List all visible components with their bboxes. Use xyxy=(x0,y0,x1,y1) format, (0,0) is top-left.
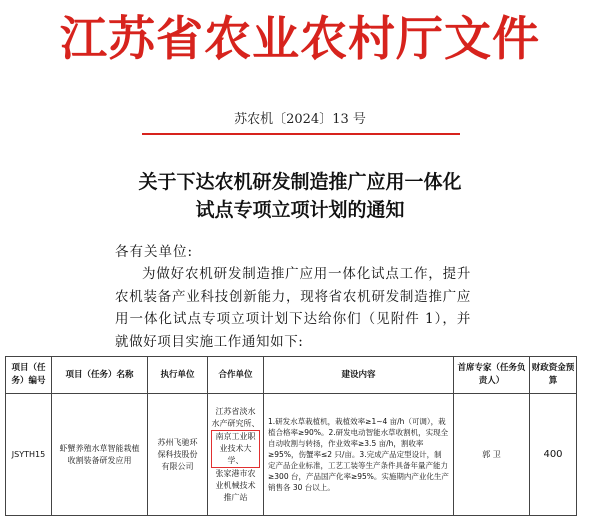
highlighted-partner-box xyxy=(211,430,260,468)
red-separator-line xyxy=(142,133,460,135)
cell-content: 1.研发水草栽植机，栽植效率≥1~4 亩/h（可调），栽植合格率≥90%。2.研发电动智能水草收割机，实现全自动收割与转扬，作业效率≥3.5 亩/h，割收率≥95%，伤蟹率≤2 只/亩。3.完成产品定型设计，制定产品企业标准，工艺工装等生产条件具备年量产能力≥300 台，产品国产化率≥95%。实施期内产业化生产销售各 30 台以上。 xyxy=(264,394,454,516)
header-partners: 合作单位 xyxy=(208,357,264,394)
header-budget: 财政资金预算 xyxy=(530,357,577,394)
partner-line: 业机械技术 xyxy=(215,480,256,490)
header-project-name: 项目（任务）名称 xyxy=(52,357,148,394)
table-header-row xyxy=(6,357,577,394)
partner-line: 张家港市农 xyxy=(215,468,256,478)
partner-line: 推广站 xyxy=(223,492,248,502)
masthead-title: 江苏省农业农村厅文件 xyxy=(60,12,540,67)
header-chief-expert: 首席专家（任务负责人） xyxy=(454,357,530,394)
partner-line: 江苏省淡水 xyxy=(215,406,256,416)
notice-title-line-1: 关于下达农机研发制造推广应用一体化 xyxy=(138,171,462,193)
partner-line: 水产研究所、 xyxy=(211,418,260,428)
header-content: 建设内容 xyxy=(264,357,454,394)
document-number: 苏农机〔2024〕13 号 xyxy=(234,112,366,127)
partner-line-highlighted: 南京工业职 xyxy=(215,431,256,441)
cell-chief-expert: 郭 卫 xyxy=(454,394,530,516)
table-row xyxy=(6,394,577,516)
partner-list xyxy=(208,404,263,506)
salutation: 各有关单位: xyxy=(115,244,194,260)
body-paragraph: 为做好农机研发制造推广应用一体化试点工作，提升农机装备产业科技创新能力，现将省农机研发制造推广应用一体化试点专项立项计划下达给你们（见附件 1），并就做好项目实施工作通知如下: xyxy=(115,266,471,350)
partner-line-highlighted: 业技术大学、 xyxy=(219,443,252,465)
cell-project-name: 虾蟹养殖水草智能栽植收割装备研发应用 xyxy=(52,394,148,516)
notice-title-line-2: 试点专项立项计划的通知 xyxy=(195,199,405,221)
cell-project-id: JSYTH15 xyxy=(6,394,52,516)
header-project-id: 项目（任务）编号 xyxy=(6,357,52,394)
body-paragraph-block xyxy=(115,263,471,353)
notice-title xyxy=(0,168,600,224)
project-plan-table xyxy=(5,356,577,516)
cell-partners xyxy=(208,394,264,516)
cell-executor: 苏州飞驰环保科技股份有限公司 xyxy=(148,394,208,516)
header-executor: 执行单位 xyxy=(148,357,208,394)
cell-budget: 400 xyxy=(530,394,577,516)
